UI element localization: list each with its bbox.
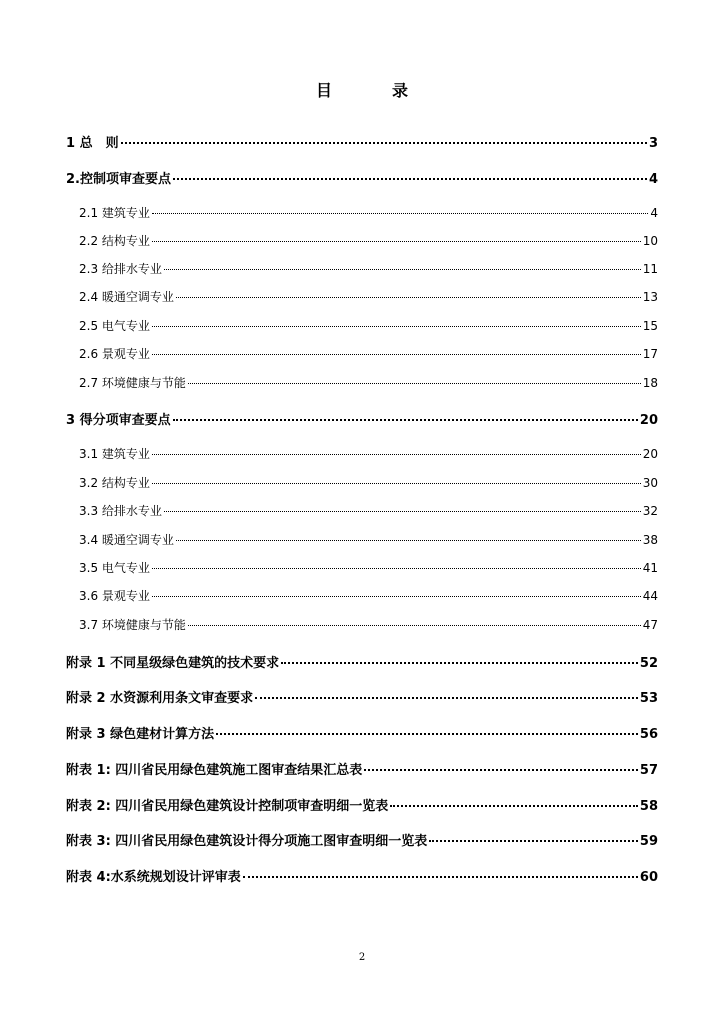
toc-entry[interactable] — [66, 759, 658, 778]
toc-entry-page: 59 — [639, 834, 658, 849]
toc-entry-label: 3.2 结构专业 — [79, 476, 150, 490]
toc-entry[interactable] — [79, 474, 658, 491]
toc-entry-label: 3.7 环境健康与节能 — [79, 618, 186, 632]
dot-leader — [176, 297, 641, 298]
toc-entry-page: 4 — [650, 206, 658, 220]
toc-entry[interactable] — [79, 502, 658, 519]
dot-leader — [152, 326, 641, 327]
toc-entry[interactable] — [79, 232, 658, 249]
toc-entry-page: 18 — [642, 376, 658, 390]
toc-entry-label: 3 得分项审查要点 — [66, 413, 171, 428]
toc-entry-label: 附录 1 不同星级绿色建筑的技术要求 — [66, 656, 280, 671]
toc-entry-label: 2.5 电气专业 — [79, 319, 150, 333]
toc-entry[interactable] — [79, 260, 658, 277]
toc-entry-page: 53 — [639, 691, 658, 706]
dot-leader — [188, 383, 641, 384]
toc-entry[interactable] — [66, 830, 658, 849]
dot-leader — [164, 269, 641, 270]
toc-entry-label: 2.6 景观专业 — [79, 347, 150, 361]
dot-leader — [152, 354, 641, 355]
toc-entry-page: 47 — [642, 618, 658, 632]
toc-entry[interactable] — [66, 652, 658, 671]
toc-entry-page: 10 — [642, 234, 658, 248]
dot-leader — [255, 697, 638, 699]
toc-entry-page: 30 — [642, 476, 658, 490]
dot-leader — [152, 596, 641, 597]
dot-leader — [429, 840, 638, 842]
dot-leader — [364, 769, 638, 771]
toc-entry[interactable] — [79, 345, 658, 362]
toc-entry-page: 17 — [642, 347, 658, 361]
dot-leader — [173, 419, 638, 421]
toc-entry-page: 32 — [642, 504, 658, 518]
page-title: 目 录 — [315, 81, 430, 100]
toc-entry[interactable] — [66, 723, 658, 742]
toc-entry-label: 2.3 给排水专业 — [79, 262, 162, 276]
toc-entry-label: 3.4 暖通空调专业 — [79, 533, 174, 547]
toc-entry[interactable] — [66, 687, 658, 706]
toc-entry-label: 2.1 建筑专业 — [79, 206, 150, 220]
toc-entry-label: 3.3 给排水专业 — [79, 504, 162, 518]
dot-leader — [152, 213, 648, 214]
toc-entry-label: 附录 2 水资源利用条文审查要求 — [66, 691, 254, 706]
dot-leader — [152, 454, 641, 455]
toc-entry[interactable] — [66, 795, 658, 814]
toc-entry-label: 附表 1: 四川省民用绿色建筑施工图审查结果汇总表 — [66, 763, 363, 778]
toc-entry-label: 附表 2: 四川省民用绿色建筑设计控制项审查明细一览表 — [66, 799, 389, 814]
dot-leader — [173, 178, 647, 180]
dot-leader — [152, 241, 641, 242]
toc-entry-label: 2.控制项审查要点 — [66, 172, 171, 187]
toc-entry[interactable] — [79, 531, 658, 548]
toc-entry[interactable] — [79, 317, 658, 334]
toc-entry-page: 3 — [648, 136, 658, 151]
toc-entry-label: 3.1 建筑专业 — [79, 447, 150, 461]
toc-entry-label: 附录 3 绿色建材计算方法 — [66, 727, 215, 742]
dot-leader — [390, 805, 638, 807]
dot-leader — [281, 662, 638, 664]
toc-entry-label: 3.5 电气专业 — [79, 561, 150, 575]
toc-entry-label: 3.6 景观专业 — [79, 589, 150, 603]
toc-entry-label: 1 总 则 — [66, 136, 119, 151]
toc-entry[interactable] — [79, 288, 658, 305]
toc-entry-page: 44 — [642, 589, 658, 603]
toc-entry-page: 38 — [642, 533, 658, 547]
toc-entry-page: 41 — [642, 561, 658, 575]
toc-entry[interactable] — [79, 559, 658, 576]
toc-entry-label: 2.4 暖通空调专业 — [79, 290, 174, 304]
toc-entry[interactable] — [79, 616, 658, 633]
toc-entry-page: 57 — [639, 763, 658, 778]
toc-entry[interactable] — [79, 445, 658, 462]
toc-entry[interactable] — [66, 866, 658, 885]
toc-entry-page: 13 — [642, 290, 658, 304]
dot-leader — [121, 142, 647, 144]
dot-leader — [243, 876, 638, 878]
toc-entry-page: 58 — [639, 799, 658, 814]
toc-entry-label: 附表 3: 四川省民用绿色建筑设计得分项施工图审查明细一览表 — [66, 834, 428, 849]
toc-entry-label: 附表 4:水系统规划设计评审表 — [66, 870, 241, 885]
dot-leader — [216, 733, 638, 735]
dot-leader — [164, 511, 641, 512]
toc-entry-page: 11 — [642, 262, 658, 276]
toc-entry-page: 56 — [639, 727, 658, 742]
toc-entry-page: 4 — [648, 172, 658, 187]
dot-leader — [152, 483, 641, 484]
toc-entry[interactable] — [79, 374, 658, 391]
toc-entry[interactable] — [66, 168, 658, 187]
toc-entry-page: 52 — [639, 656, 658, 671]
toc-entry[interactable] — [79, 204, 658, 221]
toc-entry-label: 2.7 环境健康与节能 — [79, 376, 186, 390]
dot-leader — [176, 540, 641, 541]
toc-entry-page: 60 — [639, 870, 658, 885]
page-number: 2 — [358, 952, 366, 963]
toc-entry-page: 20 — [642, 447, 658, 461]
toc-entry-page: 15 — [642, 319, 658, 333]
toc-entry[interactable] — [79, 587, 658, 604]
toc-entry-page: 20 — [639, 413, 658, 428]
toc-entry-label: 2.2 结构专业 — [79, 234, 150, 248]
dot-leader — [152, 568, 641, 569]
dot-leader — [188, 625, 641, 626]
toc-entry[interactable] — [66, 132, 658, 151]
toc-entry[interactable] — [66, 409, 658, 428]
